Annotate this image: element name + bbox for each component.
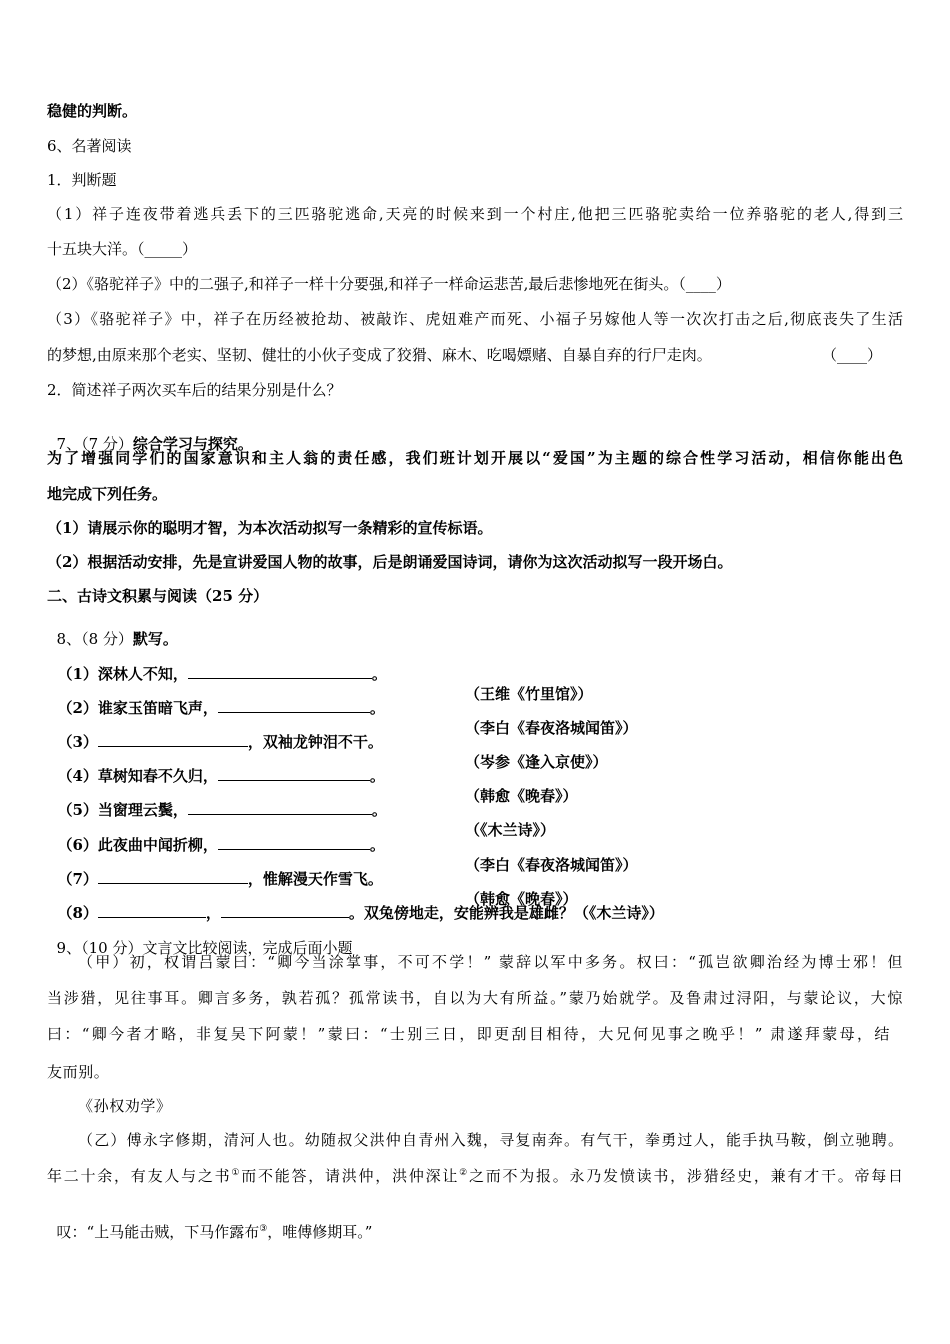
q7-number: 7、（7 分） xyxy=(56,435,133,453)
q8-row-1-source: （王维《竹里馆》） xyxy=(465,685,593,703)
q8-row-4-text: （4）草树知春不久归， xyxy=(57,767,218,785)
answer-blank[interactable] xyxy=(98,903,206,918)
q8-row-5-text: （5）当窗理云鬓， xyxy=(57,801,188,819)
lead-line: 稳健的判断。 xyxy=(47,102,138,120)
q8-row-1-tail: 。 xyxy=(371,665,387,683)
q9-yi-line-3 xyxy=(47,1202,372,1242)
q8-row-7-source: （韩愈《晚春》） xyxy=(465,890,578,908)
q8-row-2-tail: 。 xyxy=(369,699,385,717)
answer-blank[interactable] xyxy=(98,732,248,747)
q8-row-6-source: （李白《春夜洛城闻笛》） xyxy=(465,856,638,874)
q6-statement-3: （3）《骆驼祥子》中，祥子在历经被抢劫、被敲诈、虎妞难产而死、小福子另嫁他人等一次次打击之后,彻底丧失了生活 xyxy=(47,310,903,328)
q9-title: 文言文比较阅读，完成后面小题 xyxy=(142,939,353,957)
q8-row-6-tail: 。 xyxy=(369,836,385,854)
q7-title: 综合学习与探究。 xyxy=(132,435,253,453)
q6-part1-title: 1．判断题 xyxy=(47,171,117,189)
q8-number: 8、（8 分） xyxy=(56,630,133,648)
q9-jia-line-3: 曰：“卿今者才略，非复吴下阿蒙！”蒙曰：“士别三日，即更刮目相待，大兄何见事之晚乎！” 肃遂拜蒙母，结 xyxy=(47,1025,890,1043)
q9-jia-line-2: 当涉猎，见往事耳。卿言多务，孰若孤？孤常读书，自以为大有所益。”蒙乃始就学。及鲁肃过浔阳，与蒙论议，大惊 xyxy=(47,989,903,1007)
q8-row-2-source: （李白《春夜洛城闻笛》） xyxy=(465,719,638,737)
q8-heading xyxy=(47,609,178,649)
q9-jia-line-1: （甲）初，权谓吕蒙曰：“卿今当涂掌事，不可不学！” 蒙辞以军中多务。权曰：“孤岂欲卿治经为博士邪！但 xyxy=(78,953,903,971)
q8-row-4-tail: 。 xyxy=(369,767,385,785)
q6-statement-1: （1）祥子连夜带着逃兵丢下的三匹骆驼逃命,天亮的时候来到一个村庄,他把三匹骆驼卖给一位养骆驼的老人,得到三 xyxy=(47,205,903,223)
q6-title: 6、名著阅读 xyxy=(47,137,132,155)
q6-statement-3-cont: 的梦想,由原来那个老实、坚韧、健壮的小伙子变成了狡猾、麻木、吃喝嫖赌、自暴自弃的行尸走肉。 xyxy=(47,346,712,364)
q8-row-3-text: （3） xyxy=(57,733,98,751)
answer-blank[interactable] xyxy=(221,903,349,918)
q8-row-8-text: （8） xyxy=(57,904,98,922)
q8-row-1-text: （1）深林人不知， xyxy=(57,665,188,683)
answer-blank[interactable] xyxy=(98,869,248,884)
q7-task-1: （1）请展示你的聪明才智，为本次活动拟写一条精彩的宣传标语。 xyxy=(47,519,493,537)
answer-blank[interactable] xyxy=(218,766,370,781)
q9-yi-line-1: （乙）傅永字修期，清河人也。幼随叔父洪仲自青州入魏，寻复南奔。有气干，拳勇过人，能手执马鞍，倒立驰聘。 xyxy=(78,1131,903,1149)
q6-statement-2: （2）《骆驼祥子》中的二强子,和祥子一样十分要强,和祥子一样命运悲苦,最后悲惨地死在街头。（____） xyxy=(47,275,731,293)
answer-blank[interactable] xyxy=(218,698,370,713)
q9-yi-2a: 年二十余，有友人与之书 xyxy=(47,1167,232,1185)
q8-row-4-source: （韩愈《晚春》） xyxy=(465,787,578,805)
q8-row-7-tail: ，惟解漫天作雪飞。 xyxy=(247,870,383,888)
q8-row-5-source: （《木兰诗》） xyxy=(465,821,556,839)
q7-intro: 为了增强同学们的国家意识和主人翁的责任感，我们班计划开展以“爱国”为主题的综合性学习活动，相信你能出色 xyxy=(47,449,903,467)
q9-yi-2b: 而不能答，请洪仲，洪仲深让 xyxy=(241,1167,460,1185)
q8-row-8-tail: 。双兔傍地走，安能辨我是雄雌？（《木兰诗》） xyxy=(348,904,664,922)
section-2-title: 二、古诗文积累与阅读（25 分） xyxy=(47,587,269,605)
q6-part2-title: 2．简述祥子两次买车后的结果分别是什么？ xyxy=(47,381,342,399)
q8-row-5-tail: 。 xyxy=(371,801,387,819)
q9-jia-source: 《孙权劝学》 xyxy=(78,1097,172,1115)
q8-row-2-text: （2）谁家玉笛暗飞声， xyxy=(57,699,218,717)
q8-row-8-mid: ， xyxy=(205,904,221,922)
q9-number: 9、（10 分） xyxy=(56,939,143,957)
q9-jia-line-4: 友而别。 xyxy=(47,1063,110,1081)
q9-yi-2c: 之而不为报。永乃发愤读书，涉猎经史，兼有才干。帝每日 xyxy=(468,1167,903,1185)
q8-row-3-tail: ，双袖龙钟泪不干。 xyxy=(247,733,383,751)
answer-blank[interactable] xyxy=(188,800,372,815)
q8-row-7-text: （7） xyxy=(57,870,98,888)
q8-title: 默写。 xyxy=(132,630,178,648)
q7-intro-cont: 地完成下列任务。 xyxy=(47,485,168,503)
answer-blank[interactable] xyxy=(188,664,372,679)
footnote-mark-2: ② xyxy=(459,1168,469,1178)
q9-yi-line-2 xyxy=(47,1166,903,1186)
q9-yi-3a: 叹：“上马能击贼，下马作露布 xyxy=(56,1223,260,1241)
q9-yi-3b: ，唯傅修期耳。” xyxy=(267,1223,373,1241)
q6-statement-1-cont: 十五块大洋。（_____） xyxy=(47,240,198,258)
q8-row-3-source: （岑参《逢入京使》） xyxy=(465,753,608,771)
q6-statement-3-answer: （____） xyxy=(822,346,883,364)
q8-row-6-text: （6）此夜曲中闻折柳， xyxy=(57,836,218,854)
q8-row-8 xyxy=(47,883,664,923)
answer-blank[interactable] xyxy=(218,835,370,850)
footnote-mark-3: ③ xyxy=(259,1224,268,1234)
q7-task-2: （2）根据活动安排，先是宣讲爱国人物的故事，后是朗诵爱国诗词，请你为这次活动拟写一段开场白。 xyxy=(47,553,733,571)
footnote-mark-1: ① xyxy=(231,1168,242,1178)
